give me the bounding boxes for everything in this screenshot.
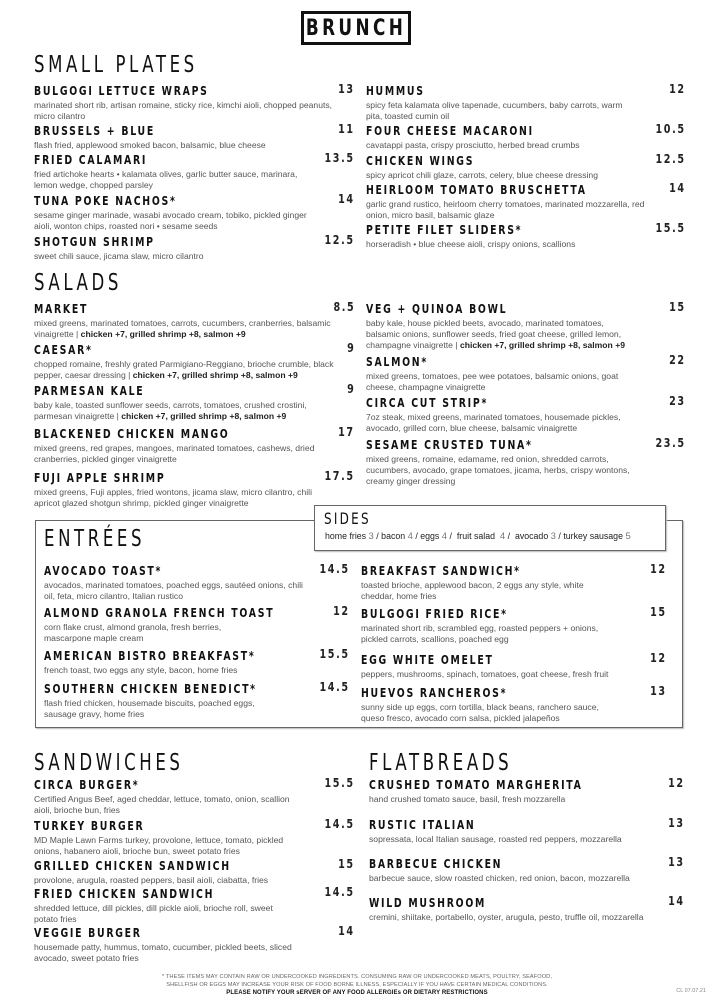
item-price: 13 (668, 816, 685, 830)
item-price: 15.5 (319, 647, 350, 661)
item-description: housemade patty, hummus, tomato, cucumber, pickled beets, sliced avocado, sweet potato fries (34, 942, 292, 963)
item-description: sesame ginger marinade, wasabi avocado cream, tobiko, pickled ginger aioli, wonton chips, roasted nori • sesame seeds (34, 210, 307, 231)
item-name: TUNA POKE NACHOS* (34, 194, 177, 208)
item-price: 12.5 (655, 152, 686, 166)
item-name: HEIRLOOM TOMATO BRUSCHETTA (366, 183, 587, 197)
item-price: 12 (669, 82, 686, 96)
item-name: FUJI APPLE SHRIMP (34, 471, 166, 485)
menu-item (361, 562, 667, 602)
item-description: sopressata, local Italian sausage, roasted red peppers, mozzarella (369, 834, 622, 844)
item-price: 12 (333, 604, 350, 618)
protein-addon: chicken +7, grilled shrimp +8, salmon +9 (121, 411, 287, 421)
item-name: RUSTIC ITALIAN (369, 818, 476, 832)
item-price: 22 (669, 353, 686, 367)
item-description: toasted brioche, applewood bacon, 2 eggs any style, white cheddar, home fries (361, 580, 584, 601)
item-description: flash fried chicken, housemade biscuits, poached eggs, sausage gravy, home fries (44, 698, 255, 719)
item-price: 14.5 (319, 680, 350, 694)
item-name: GRILLED CHICKEN SANDWICH (34, 859, 231, 873)
item-price: 12 (650, 562, 667, 576)
item-name: WILD MUSHROOM (369, 896, 487, 910)
item-description: peppers, mushrooms, spinach, tomatoes, goat cheese, fresh fruit (361, 669, 609, 679)
item-price: 14 (338, 192, 355, 206)
item-name: CAESAR* (34, 343, 93, 357)
item-price: 12 (650, 651, 667, 665)
item-description: garlic grand rustico, heirloom cherry tomatoes, marinated mozzarella, red onion, micro basil, balsamic glaze (366, 199, 645, 220)
menu-version-code: CL 07.07.21 (676, 988, 706, 994)
allergy-disclaimer (0, 973, 714, 997)
menu-item (366, 394, 686, 434)
menu-item (366, 82, 686, 122)
menu-item (34, 857, 355, 886)
section-title-entrees: ENTRÉES (44, 526, 146, 552)
menu-item (361, 605, 667, 645)
item-price: 14.5 (319, 562, 350, 576)
menu-item (34, 382, 355, 422)
menu-item (366, 300, 686, 351)
item-price: 12.5 (324, 233, 355, 247)
item-name: BRUSSELS + BLUE (34, 124, 155, 138)
menu-item (44, 680, 350, 720)
item-description: mixed greens, tomatoes, pee wee potatoes, balsamic onions, goat cheese, champagne vinaigrette (366, 371, 619, 392)
item-price: 15.5 (655, 221, 686, 235)
menu-item (34, 151, 355, 191)
item-price: 14.5 (324, 885, 355, 899)
item-description: Certified Angus Beef, aged cheddar, lettuce, tomato, onion, scallion aioli, brioche bun, fries (34, 794, 290, 815)
side-price: 4 (441, 531, 448, 542)
item-price: 13 (668, 855, 685, 869)
item-name: ALMOND GRANOLA FRENCH TOAST (44, 606, 275, 620)
menu-item (361, 651, 667, 680)
item-description: mixed greens, romaine, edamame, red onion, shredded carrots, cucumbers, avocado, grape tomatoes, jicama, herbs, crispy wontons, creamy ginger dressing (366, 454, 630, 486)
disclaimer-line: * THESE ITEMS MAY CONTAIN RAW OR UNDERCOOKED INGREDIENTS. CONSUMING RAW OR UNDERCOOKED MEATS, POULTRY, SEAFOOD, (162, 974, 552, 980)
side-name: eggs (420, 531, 440, 541)
side-name: home fries (325, 531, 367, 541)
item-description: cavatappi pasta, crispy prosciutto, herbed bread crumbs (366, 140, 580, 150)
item-name: PETITE FILET SLIDERS* (366, 223, 523, 237)
item-price: 17 (338, 425, 355, 439)
item-description: hand crushed tomato sauce, basil, fresh mozzarella (369, 794, 566, 804)
item-name: CIRCA CUT STRIP* (366, 396, 489, 410)
item-price: 10.5 (655, 122, 686, 136)
side-price: 4 (407, 531, 413, 542)
item-price: 15 (650, 605, 667, 619)
item-price: 14 (669, 181, 686, 195)
item-name: BULGOGI FRIED RICE* (361, 607, 508, 621)
menu-item (366, 436, 686, 487)
section-title-sandwiches: SANDWICHES (34, 750, 184, 776)
item-description: MD Maple Lawn Farms turkey, provolone, lettuce, tomato, pickled onions, habanero aioli, brioche bun, sweet potato fries (34, 835, 284, 856)
item-price: 14 (668, 894, 685, 908)
item-name: FRIED CALAMARI (34, 153, 148, 167)
menu-title-box (301, 11, 411, 45)
item-name: BLACKENED CHICKEN MANGO (34, 427, 230, 441)
disclaimer-line: SHELLFISH OR EGGS MAY INCREASE YOUR RISK OF FOOD BORNE ILLNESS, ESPECIALLY IF YOU HAVE CERTAIN MEDICAL CONDITIONS. (166, 982, 548, 988)
item-description: shredded lettuce, dill pickles, dill pickle aioli, brioche roll, sweet potato fries (34, 903, 273, 924)
item-name: BARBECUE CHICKEN (369, 857, 503, 871)
item-description: mixed greens, marinated tomatoes, carrots, cucumbers, cranberries, balsamic vinaigrette | (34, 318, 331, 339)
menu-item (369, 855, 685, 884)
menu-item (44, 604, 350, 644)
item-price: 13 (338, 82, 355, 96)
side-name: bacon (381, 531, 406, 541)
section-title-small-plates: SMALL PLATES (34, 52, 198, 78)
menu-item (34, 924, 355, 964)
item-name: SALMON* (366, 355, 428, 369)
item-name: AVOCADO TOAST* (44, 564, 163, 578)
item-description: horseradish • blue cheese aioli, crispy onions, scallions (366, 239, 576, 249)
menu-item (34, 817, 355, 857)
menu-item (34, 776, 355, 816)
sides-box (314, 505, 666, 551)
item-price: 15.5 (324, 776, 355, 790)
item-description: baby kale, toasted sunflower seeds, carrots, tomatoes, crushed crostini, parmesan vinaigrette | (34, 400, 307, 421)
item-price: 11 (338, 122, 355, 136)
menu-item (44, 562, 350, 602)
item-name: BREAKFAST SANDWICH* (361, 564, 521, 578)
item-description: mixed greens, red grapes, mangoes, marinated tomatoes, cashews, dried cranberries, pickled ginger vinaigrette (34, 443, 315, 464)
side-price: 3 (550, 531, 556, 542)
item-description: sweet chili sauce, jicama slaw, micro cilantro (34, 251, 204, 261)
item-price: 13 (650, 684, 667, 698)
item-price: 23 (669, 394, 686, 408)
menu-item (34, 300, 355, 340)
item-description: baby kale, house pickled beets, avocado, marinated tomatoes, balsamic onions, sunflower seeds, fried goat cheese, grilled lemon, champagne vinaigrette | (366, 318, 622, 350)
item-name: FRIED CHICKEN SANDWICH (34, 887, 215, 901)
side-name: fruit salad (456, 531, 495, 541)
item-name: VEGGIE BURGER (34, 926, 142, 940)
menu-item (34, 885, 355, 925)
item-description: french toast, two eggs any style, bacon, home fries (44, 665, 238, 675)
menu-item (369, 816, 685, 845)
protein-addon: chicken +7, grilled shrimp +8, salmon +9 (459, 340, 625, 350)
item-description: corn flake crust, almond granola, fresh berries, mascarpone maple cream (44, 622, 222, 643)
item-name: CIRCA BURGER* (34, 778, 140, 792)
menu-item (34, 192, 355, 232)
item-description: flash fried, applewood smoked bacon, balsamic, blue cheese (34, 140, 266, 150)
item-price: 15 (338, 857, 355, 871)
item-description: cremini, shiitake, portabello, oyster, arugula, pesto, truffle oil, mozzarella (369, 912, 644, 922)
menu-item (44, 647, 350, 676)
side-price: 3 (368, 531, 374, 542)
item-description: 7oz steak, mixed greens, marinated tomatoes, housemade pickles, avocado, grilled corn, blue cheese, balsamic vinaigrette (366, 412, 621, 433)
item-price: 13.5 (324, 151, 355, 165)
allergy-notice: PLEASE NOTIFY YOUR sERVER OF ANY FOOD ALLERGIEs OR DIETARY RESTRICTIONS (226, 990, 488, 996)
section-title-flatbreads: FLATBREADS (369, 750, 513, 776)
section-title-sides: SIDES (324, 509, 371, 528)
menu-item (366, 122, 686, 151)
item-price: 12 (668, 776, 685, 790)
protein-addon: chicken +7, grilled shrimp +8, salmon +9 (80, 329, 246, 339)
menu-item (361, 684, 667, 724)
side-price: 4 (499, 531, 506, 542)
item-description: avocados, marinated tomatoes, poached eggs, sautéed onions, chili oil, feta, micro cilantro, Italian rustico (44, 580, 303, 601)
item-name: CRUSHED TOMATO MARGHERITA (369, 778, 583, 792)
menu-item (366, 221, 686, 250)
item-price: 14.5 (324, 817, 355, 831)
item-name: SHOTGUN SHRIMP (34, 235, 155, 249)
menu-item (34, 82, 355, 122)
side-name: turkey sausage (563, 531, 623, 541)
menu-item (366, 181, 686, 221)
menu-item (366, 152, 686, 181)
menu-item (366, 353, 686, 393)
menu-title: BRUNCH (305, 15, 407, 41)
side-name: avocado (514, 531, 549, 541)
menu-item (34, 425, 355, 465)
item-description: sunny side up eggs, corn tortilla, black beans, ranchero sauce, queso fresco, avocado corn salsa, pickled jalapeños (361, 702, 599, 723)
item-name: HUEVOS RANCHEROS* (361, 686, 508, 700)
item-description: marinated short rib, scrambled egg, roasted peppers + onions, pickled carrots, scallions, poached egg (361, 623, 599, 644)
item-price: 15 (669, 300, 686, 314)
item-name: CHICKEN WINGS (366, 154, 475, 168)
item-description: chopped romaine, freshly grated Parmigiano-Reggiano, brioche crumble, black pepper, caesar dressing | (34, 359, 334, 380)
item-name: FOUR CHEESE MACARONI (366, 124, 534, 138)
menu-item (34, 469, 355, 509)
protein-addon: chicken +7, grilled shrimp +8, salmon +9 (132, 370, 298, 380)
item-price: 14 (338, 924, 355, 938)
item-price: 8.5 (333, 300, 355, 314)
item-name: VEG + QUINOA BOWL (366, 302, 508, 316)
item-description: provolone, arugula, roasted peppers, basil aioli, ciabatta, fries (34, 875, 269, 885)
item-price: 17.5 (324, 469, 355, 483)
item-description: barbecue sauce, slow roasted chicken, red onion, bacon, mozzarella (369, 873, 630, 883)
item-price: 9 (346, 341, 355, 355)
item-description: mixed greens, Fuji apples, fried wontons, jicama slaw, micro cilantro, chili apricot glazed shotgun shrimp, pickled ginger vinaigrette (34, 487, 312, 508)
item-name: SOUTHERN CHICKEN BENEDICT* (44, 682, 257, 696)
section-title-salads: SALADS (34, 270, 122, 296)
menu-item (369, 894, 685, 923)
menu-item (34, 233, 355, 262)
item-name: HUMMUS (366, 84, 425, 98)
side-price: 5 (625, 531, 631, 542)
item-price: 9 (346, 382, 355, 396)
menu-item (34, 122, 355, 151)
item-description: marinated short rib, artisan romaine, sticky rice, kimchi aioli, chopped peanuts, micro cilantro (34, 100, 333, 121)
item-name: TURKEY BURGER (34, 819, 145, 833)
item-name: SESAME CRUSTED TUNA* (366, 438, 533, 452)
item-name: EGG WHITE OMELET (361, 653, 494, 667)
item-description: fried artichoke hearts • kalamata olives, garlic butter sauce, marinara, lemon wedge, chopped parsley (34, 169, 298, 190)
item-description: spicy apricot chili glaze, carrots, celery, blue cheese dressing (366, 170, 598, 180)
item-name: PARMESAN KALE (34, 384, 145, 398)
item-name: BULGOGI LETTUCE WRAPS (34, 84, 209, 98)
menu-item (34, 341, 355, 381)
menu-item (369, 776, 685, 805)
item-price: 23.5 (655, 436, 686, 450)
item-name: AMERICAN BISTRO BREAKFAST* (44, 649, 256, 663)
item-name: MARKET (34, 302, 89, 316)
sides-list: home fries 3 / bacon 4 / eggs 4 / fruit salad 4 / avocado 3 / turkey sausage 5 (325, 531, 631, 542)
item-description: spicy feta kalamata olive tapenade, cucumbers, baby carrots, warm pita, toasted cumin oil (366, 100, 623, 121)
